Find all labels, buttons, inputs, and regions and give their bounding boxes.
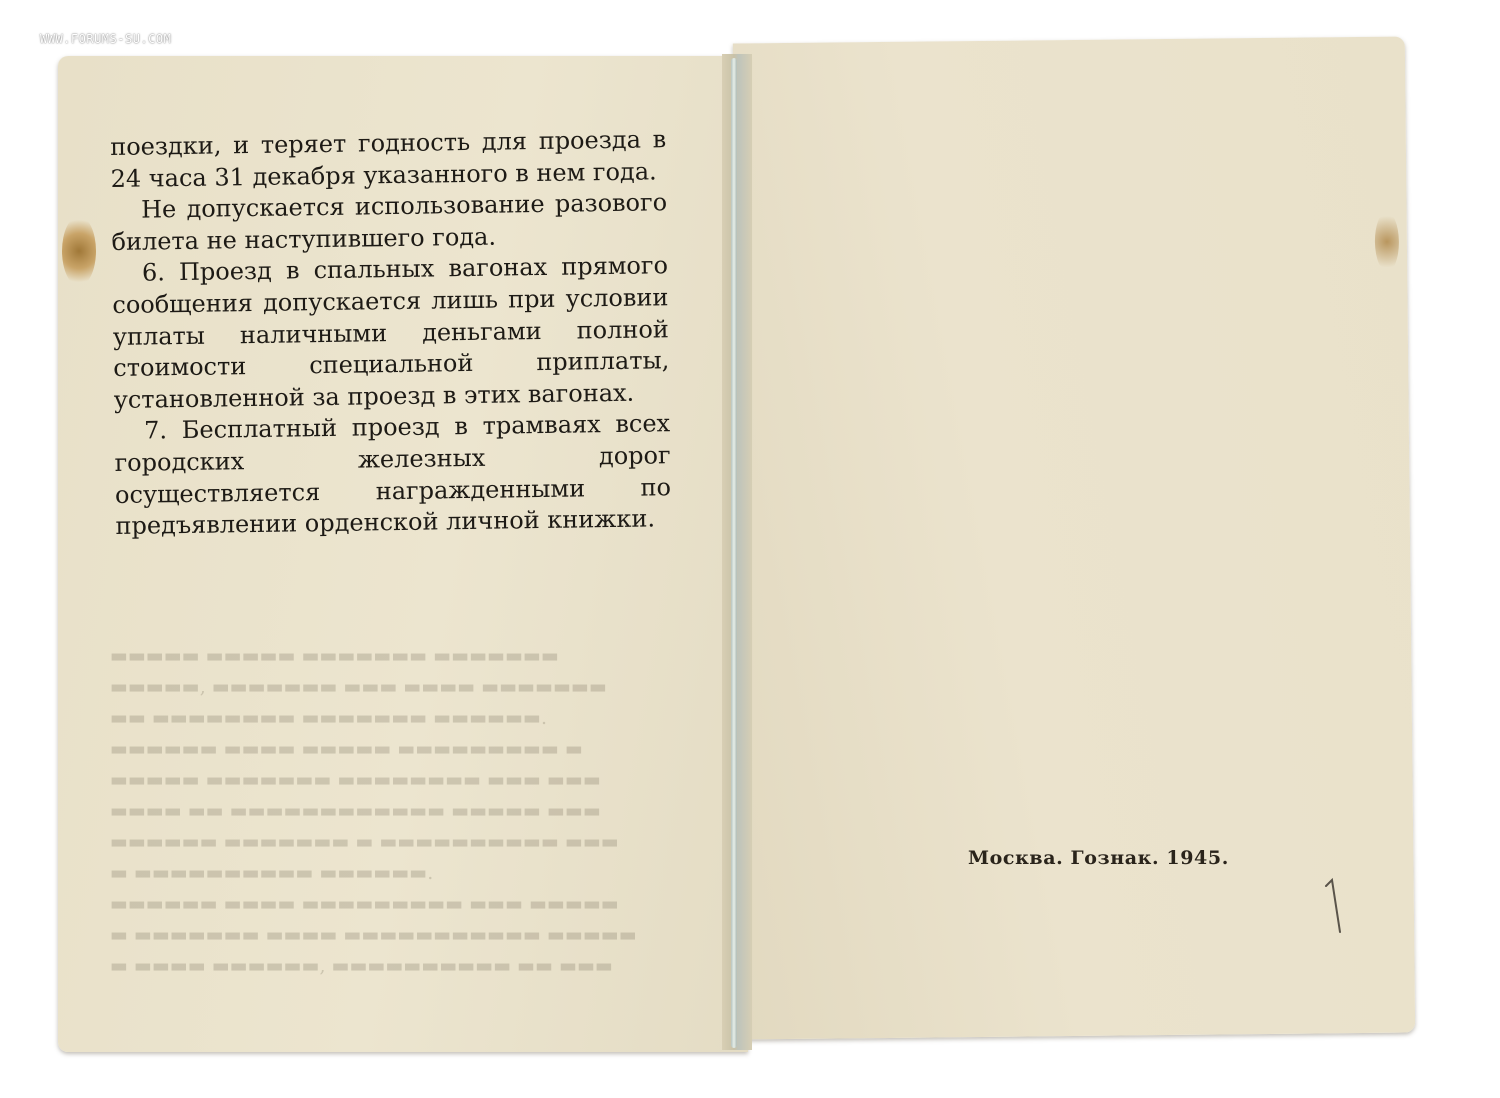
paragraph-continuation: поездки, и теряет годность для проезда в 24 часа 31 декабря указанного в нем года. (110, 125, 667, 193)
water-stain (62, 216, 96, 286)
watermark: WWW.FORUMS-SU.COM (40, 32, 172, 46)
right-page-stain (1375, 212, 1400, 272)
binding-thread (731, 58, 737, 1048)
pencil-mark-icon (1318, 870, 1358, 940)
left-page (58, 56, 748, 1052)
show-through-text: ▬▬▬▬▬ ▬▬▬▬▬ ▬▬▬▬▬▬▬ ▬▬▬▬▬▬▬ ▬▬▬▬▬, ▬▬▬▬▬▬▬ ▬▬▬ ▬▬▬▬ ▬▬▬▬▬▬▬ ▬▬ ▬▬▬▬▬▬▬▬ ▬▬▬▬▬▬▬ ▬▬▬▬▬▬. ▬▬▬▬▬▬ ▬▬▬▬ ▬▬▬▬▬ ▬▬▬▬▬▬▬▬▬ ▬ ▬▬▬▬▬ ▬▬▬▬▬▬▬ ▬▬▬▬▬▬▬▬ ▬▬▬ ▬▬▬ ▬▬▬▬ ▬▬ ▬▬▬▬▬▬▬▬▬▬▬▬ ▬▬▬▬▬ ▬▬▬ ▬▬▬▬▬▬ ▬▬▬▬▬▬▬ ▬ ▬▬▬▬▬▬▬▬▬▬ ▬▬▬ ▬ ▬▬▬▬▬▬▬▬▬▬ ▬▬▬▬▬▬. ▬▬▬▬▬▬ ▬▬▬▬ ▬▬▬▬▬▬▬▬▬ ▬▬▬ ▬▬▬▬▬ ▬ ▬▬▬▬▬▬▬ ▬▬▬▬ ▬▬▬▬▬▬▬▬▬▬▬ ▬▬▬▬▬ ▬ ▬▬▬▬ ▬▬▬▬▬▬, ▬▬▬▬▬▬▬▬▬▬ ▬▬ ▬▬▬ (110, 645, 637, 977)
paragraph-one-time-ticket: Не допускается использование разового билета не наступившего года. (111, 188, 668, 256)
paragraph-7-trams: 7. Бесплатный проезд в трамваях всех городских железных дорог осуществляется награжденными по предъявлении орденской личной книжки. (114, 409, 672, 541)
printer-imprint: Москва. Гознак. 1945. (968, 847, 1229, 869)
regulations-text (110, 124, 672, 542)
open-booklet (58, 40, 1410, 1052)
paragraph-6-sleeping-cars: 6. Проезд в спальных вагонах прямого сообщения допускается лишь при условии уплаты наличными деньгами полной стоимости специальной приплаты, установленной за проезд в этих вагонах. (112, 251, 670, 414)
right-page (733, 37, 1415, 1040)
book-spine (722, 54, 752, 1050)
